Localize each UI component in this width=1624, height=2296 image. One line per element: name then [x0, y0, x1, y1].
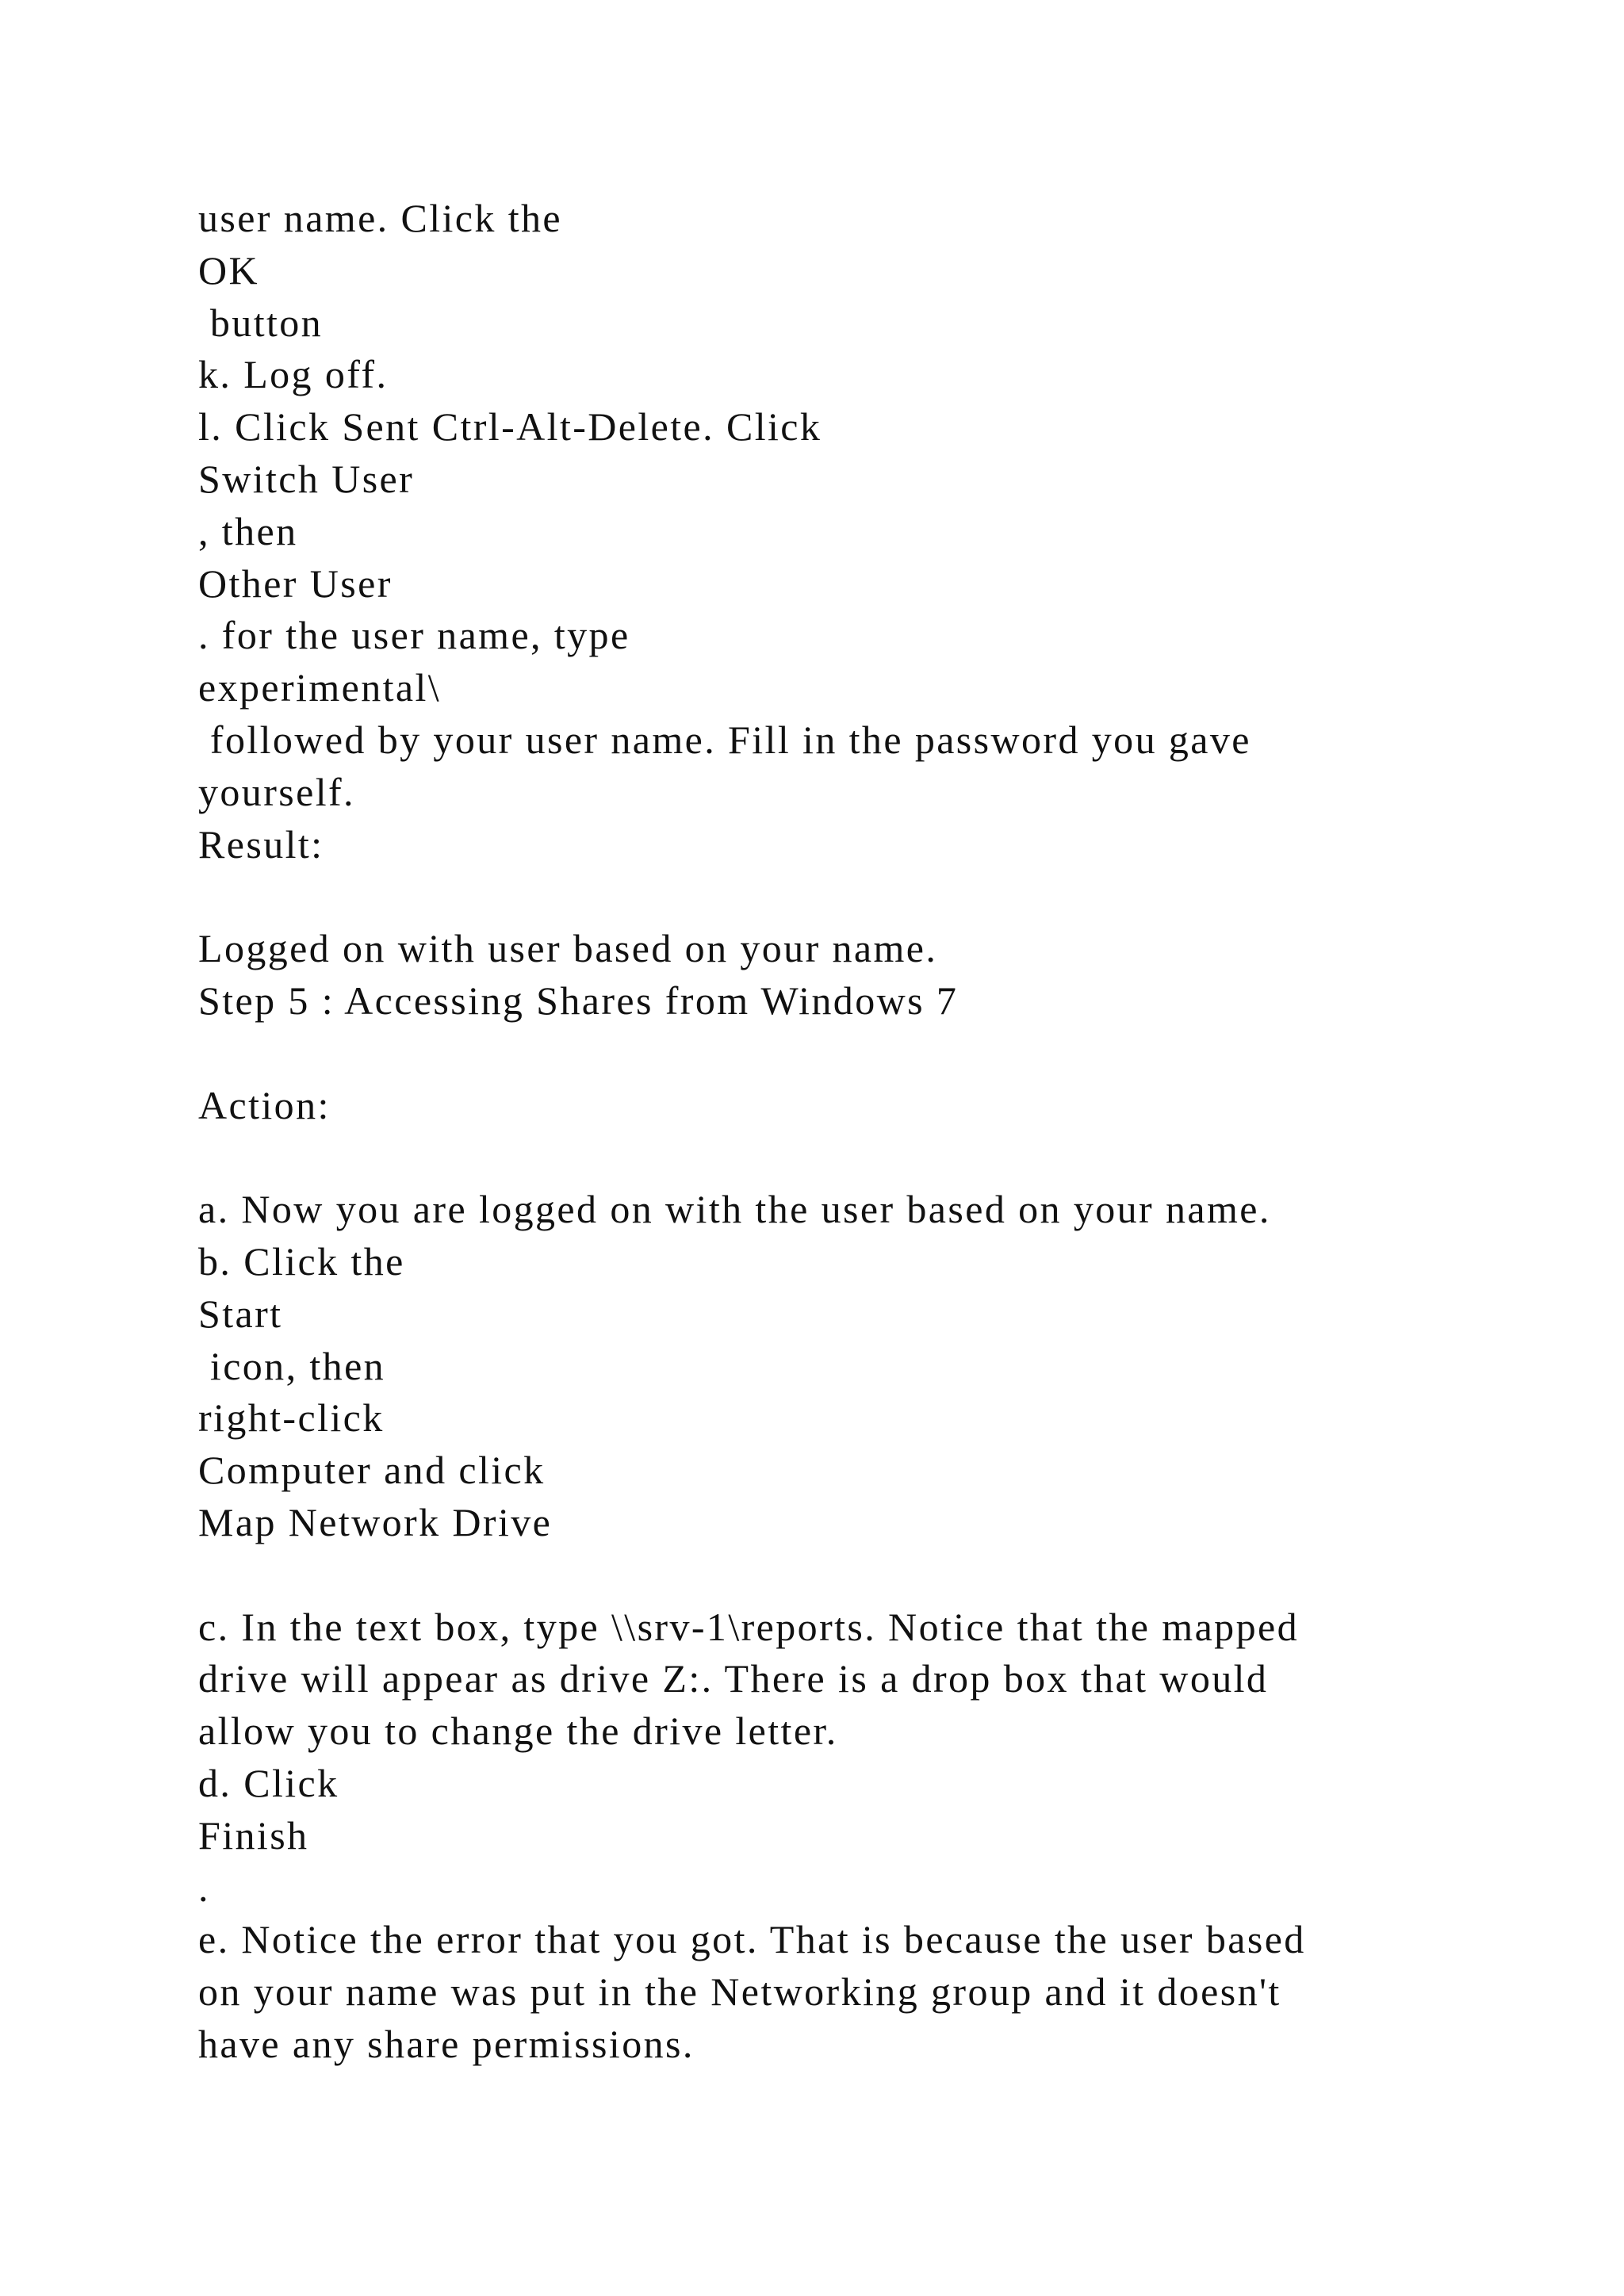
- blank-line: [198, 1027, 1467, 1080]
- text-line: yourself.: [198, 769, 355, 814]
- document-body: [198, 193, 1467, 2071]
- section-heading: Step 5 : Accessing Shares from Windows 7: [198, 978, 959, 1023]
- blank-line: [198, 871, 1467, 923]
- text-line: right-click: [198, 1395, 385, 1441]
- blank-line: [198, 1131, 1467, 1184]
- text-line: c. In the text box, type \\srv-1\reports. Notice that the mapped: [198, 1604, 1299, 1649]
- text-line: icon, then: [198, 1343, 386, 1388]
- text-line: Other User: [198, 561, 393, 606]
- text-line: d. Click: [198, 1760, 339, 1805]
- text-line: button: [198, 300, 324, 345]
- text-line: , then: [198, 508, 298, 553]
- text-line: followed by your user name. Fill in the password you gave: [198, 717, 1251, 762]
- text-line: b. Click the: [198, 1238, 405, 1284]
- text-line: on your name was put in the Networking group and it doesn't: [198, 1969, 1281, 2015]
- text-line: k. Log off.: [198, 352, 389, 397]
- text-line: experimental\: [198, 665, 442, 710]
- text-line: drive will appear as drive Z:. There is a drop box that would: [198, 1656, 1269, 1701]
- blank-line: [198, 1549, 1467, 1601]
- text-line: Start: [198, 1291, 283, 1336]
- text-line: Computer and click: [198, 1448, 546, 1493]
- text-line: a. Now you are logged on with the user based on your name.: [198, 1187, 1271, 1232]
- text-line: Logged on with user based on your name.: [198, 926, 938, 971]
- text-line: user name. Click the: [198, 196, 562, 240]
- text-line: Switch User: [198, 456, 415, 501]
- text-line: Result:: [198, 821, 324, 867]
- text-line: Map Network Drive: [198, 1499, 553, 1544]
- text-line: .: [198, 1865, 210, 1910]
- text-line: have any share permissions.: [198, 2021, 695, 2066]
- text-line: l. Click Sent Ctrl-Alt-Delete. Click: [198, 404, 822, 450]
- text-line: e. Notice the error that you got. That is because the user based: [198, 1917, 1306, 1962]
- text-line: OK: [198, 247, 260, 293]
- text-line: Action:: [198, 1082, 331, 1127]
- text-line: . for the user name, type: [198, 613, 630, 658]
- text-line: allow you to change the drive letter.: [198, 1709, 838, 1754]
- text-line: Finish: [198, 1812, 309, 1858]
